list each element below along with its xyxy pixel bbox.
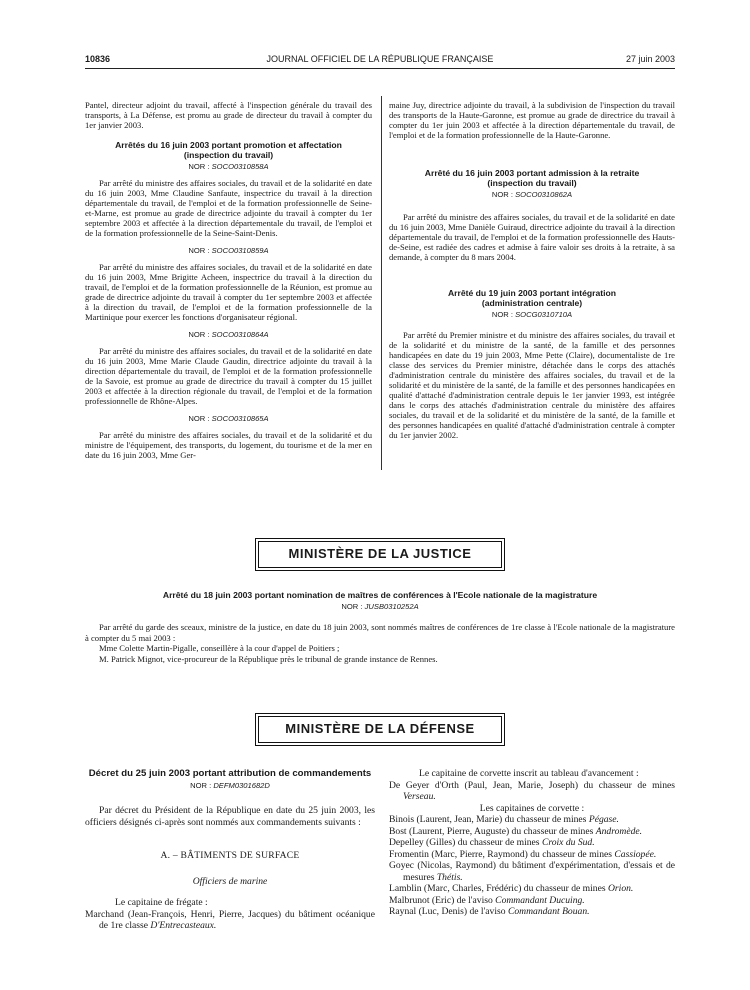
nor-reference: NOR : JUSB0310252A	[341, 602, 419, 611]
paragraph: Par arrêté du ministre des affaires sociales, du travail et de la solidarité en date du 16 juin 2003, Mme Brigitte Acheen, inspectrice du travail à la direction du travail, de l'emploi et de la formation professionnelle de la Réunion, est promue au grade de directrice adjointe du travail à compter du 1er septembre 2003 et affectée à la direction du travail, de l'emploi et de la formation professionnelle de la Martinique pour exercer les fonctions d'organisateur régional.	[85, 262, 372, 322]
paragraph: Pantel, directeur adjoint du travail, affecté à l'inspection générale du travail des transports, à La Défense, est promu au grade de directeur du travail à compter du 1er janvier 2003.	[85, 100, 372, 130]
list-item: Bost (Laurent, Pierre, Auguste) du chasseur de mines Andromède.	[389, 825, 643, 837]
list-item: Lamblin (Marc, Charles, Frédéric) du chasseur de mines Orion.	[389, 883, 634, 894]
list-item: Raynal (Luc, Denis) de l'aviso Commandant Bouan.	[389, 906, 590, 917]
decree-title: Décret du 25 juin 2003 portant attribution de commandements	[88, 768, 372, 779]
list-item: Binois (Laurent, Jean, Marie) du chasseur de mines Pégase.	[389, 814, 619, 825]
list-item: Goyec (Nicolas, Raymond) du bâtiment d'expérimentation, d'essais et de mesures Thétis.	[389, 860, 675, 883]
rank-label: Les capitaines de corvette :	[479, 802, 585, 814]
nor-reference: NOR : SOCO0310865A	[188, 414, 269, 423]
top-left-column	[85, 100, 372, 460]
decree-title: Arrêtés du 16 juin 2003 portant promotion et affectation (inspection du travail)	[115, 140, 342, 160]
paragraph: Par arrêté du ministre des affaires sociales, du travail et de la solidarité en date du 16 juin 2003, Mme Claudine Sanfaute, inspectrice du travail à la direction départementale du travail, de l'emploi et de la formation professionnelle de Seine-et-Marne, est promue au grade de directrice adjointe du travail à compter du 1er septembre 2003 et affectée à la direction départementale du travail, de l'emploi et de la formation professionnelle de la Seine-Saint-Denis.	[85, 178, 372, 238]
nor-reference: NOR : DEFM0301682D	[190, 781, 270, 790]
paragraph: Par arrêté du ministre des affaires sociales, du travail et de la solidarité en date du 16 juin 2003, Mme Danièle Guiraud, directrice adjointe du travail à la direction départementale du travail, de l'emploi et de la formation professionnelle des Hauts-de-Seine, est radiée des cadres et admise à faire valoir ses droits à la retraite, à sa demande, à compter du 8 mars 2004.	[389, 212, 675, 262]
journal-title: JOURNAL OFFICIEL DE LA RÉPUBLIQUE FRANÇAISE	[266, 54, 494, 64]
paragraph: M. Patrick Mignot, vice-procureur de la République près le tribunal de grande instance de Rennes.	[99, 653, 438, 664]
paragraph: Par arrêté du ministre des affaires sociales, du travail et de la solidarité et du ministre de l'équipement, des transports, du logement, du tourisme et de la mer en date du 16 juin 2003, Mme Ger-	[85, 430, 372, 460]
rank-label: Le capitaine de frégate :	[115, 897, 208, 908]
justice-section	[85, 590, 675, 664]
paragraph: Par décret du Président de la République en date du 25 juin 2003, les officiers désignés ci-après sont nommés aux commandements suivants :	[85, 805, 375, 828]
paragraph: maine Juy, directrice adjointe du travail, à la subdivision de l'inspection du travail des transports de la Haute-Garonne, est promue au grade de directrice du travail à compter du 1er juin 2003 et affectée à la direction départementale du travail, de l'emploi et de la formation professionnelle de la Haute-Garonne.	[389, 100, 675, 140]
paragraph: Par arrêté du ministre des affaires sociales, du travail et de la solidarité en date du 16 juin 2003, Mme Marie Claude Gaudin, directrice adjointe du travail à la direction départementale du travail, de l'emploi et de la formation professionnelle de la Savoie, est promue au grade de directrice du travail à compter du 15 juillet 2003 et affectée à la direction régionale du travail, de l'emploi et de la formation professionnelle de Rhône-Alpes.	[85, 346, 372, 406]
list-item: Malbrunot (Eric) de l'aviso Commandant Ducuing.	[389, 894, 585, 906]
defense-left-column	[85, 768, 375, 932]
ministry-justice-heading: MINISTÈRE DE LA JUSTICE	[258, 541, 502, 568]
nor-reference: NOR : SOCG0310710A	[491, 310, 573, 319]
nor-reference: NOR : SOCO0310864A	[188, 330, 269, 339]
top-right-column	[389, 100, 675, 440]
ministry-defense-heading: MINISTÈRE DE LA DÉFENSE	[258, 716, 502, 743]
list-item: De Geyer d'Orth (Paul, Jean, Marie, Joseph) du chasseur de mines Verseau.	[389, 779, 675, 802]
decree-title: Arrêté du 16 juin 2003 portant admission à la retraite (inspection du travail)	[424, 168, 640, 188]
section-heading: A. – BÂTIMENTS DE SURFACE	[160, 850, 300, 861]
issue-date: 27 juin 2003	[625, 54, 675, 64]
list-item: Fromentin (Marc, Pierre, Raymond) du chasseur de mines Cassiopée.	[389, 848, 657, 860]
paragraph: Par arrêté du garde des sceaux, ministre de la justice, en date du 18 juin 2003, sont nommés maîtres de conférences de 1re classe à l'Ecole nationale de la magistrature à compter du 5 mai 2003 :	[85, 622, 675, 643]
nor-reference: NOR : SOCO0310859A	[188, 246, 269, 255]
nor-reference: NOR : SOCO0310862A	[491, 190, 573, 199]
header-rule	[85, 68, 675, 69]
list-item: Marchand (Jean-François, Henri, Pierre, Jacques) du bâtiment océanique de 1re classe D'Entrecasteaux.	[85, 908, 375, 931]
decree-title: Arrêté du 18 juin 2003 portant nomination de maîtres de conférences à l'Ecole nationale de la magistrature	[162, 590, 598, 600]
defense-right-column	[389, 768, 675, 918]
decree-title: Arrêté du 19 juin 2003 portant intégration (administration centrale)	[447, 288, 617, 308]
nor-reference: NOR : SOCO0310858A	[188, 162, 269, 171]
page-number: 10836	[85, 54, 111, 64]
column-divider	[381, 96, 382, 470]
paragraph: Mme Colette Martin-Pigalle, conseillère à la cour d'appel de Poitiers ;	[99, 643, 340, 653]
rank-label: Le capitaine de corvette inscrit au tableau d'avancement :	[419, 768, 639, 779]
page-header	[85, 54, 675, 68]
subsection-heading: Officiers de marine	[192, 875, 268, 887]
paragraph: Par arrêté du Premier ministre et du ministre des affaires sociales, du travail et de la solidarité et du ministre de la santé, de la famille et des personnes handicapées en date du 19 juin 2003, Mme Pette (Claire), documentaliste de 1re classe des services du Premier ministre, détachée dans le corps des attachés d'administration centrale du ministère des affaires sociales, du travail et de la solidarité et du ministère de la santé, de la famille et des personnes handicapées en qualité d'attaché d'administration centrale depuis le 1er janvier 1993, est intégrée dans le corps des attachés d'administration centrale du ministère des affaires sociales, du travail et de la solidarité et du ministère de la santé, de la famille et des personnes handicapées en qualité d'attaché d'administration centrale à compter du 1er janvier 2002.	[389, 330, 675, 440]
list-item: Depelley (Gilles) du chasseur de mines Croix du Sud.	[389, 837, 595, 848]
